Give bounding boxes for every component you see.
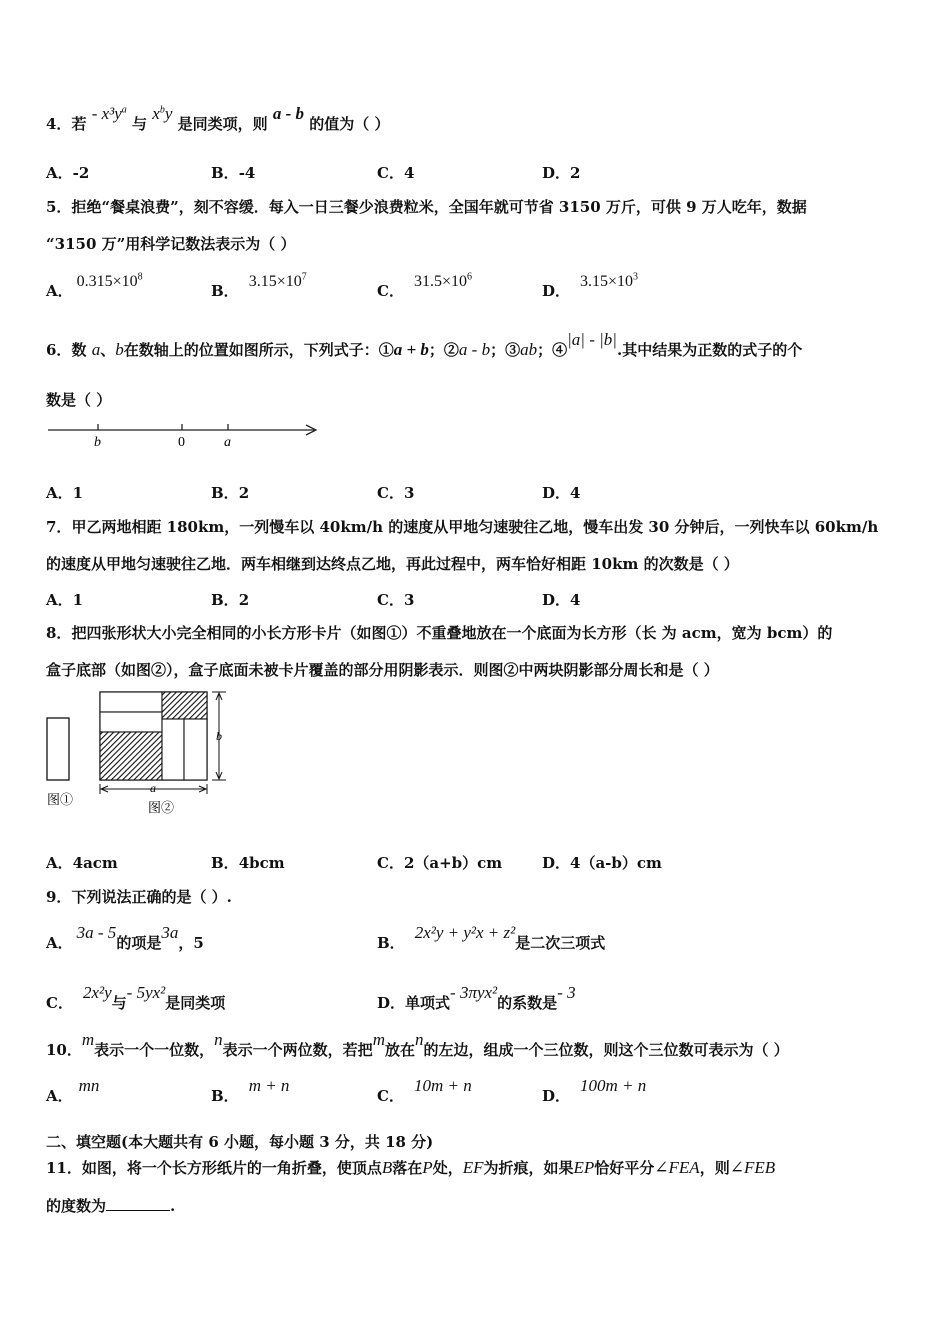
q10-option-b: B．m + n — [211, 1076, 290, 1105]
fig2-shade-top-right — [162, 692, 207, 719]
dim-b-label: b — [216, 729, 222, 743]
question-8-line1: 8．把四张形状大小完全相同的小长方形卡片（如图①）不重叠地放在一个底面为长方形（长 为 acm，宽为 bcm）的 — [46, 624, 833, 642]
q4-option-c: C．4 — [377, 164, 415, 182]
q9-option-a: A．3a - 5的项是3a，5 — [46, 923, 204, 952]
q5-option-c: C．$31.5\times 10^6$ — [377, 271, 472, 300]
question-8-line2: 盒子底部（如图②），盒子底面未被卡片覆盖的部分用阴影表示．则图②中两块阴影部分周长和是（ ） — [46, 661, 719, 679]
question-6-line2: 数是（ ） — [46, 391, 112, 409]
q4-option-a: A．-2 — [46, 164, 90, 182]
question-4-stem: 4．若 - $x^3y^a$ 与 $x^by$ 是同类项，则 a - b 的值为（ ） — [46, 104, 390, 133]
q9-option-b: B．2x²y + y²x + z²是二次三项式 — [377, 923, 606, 952]
axis-label-0: 0 — [178, 435, 185, 450]
q10-option-d: D．100m + n — [542, 1076, 647, 1105]
question-7-line2: 的速度从甲地匀速驶往乙地．两车相继到达终点乙地，再此过程中，两车恰好相距 10km 的次数是（ ） — [46, 555, 739, 573]
q5-option-d: D．$3.15\times 10^3$ — [542, 271, 639, 300]
q4-option-b: B．-4 — [211, 164, 256, 182]
q7-option-b: B．2 — [211, 591, 250, 609]
q10-option-c: C．10m + n — [377, 1076, 472, 1105]
section-2-title: 二、填空题(本大题共有 6 小题，每小题 3 分，共 18 分) — [46, 1133, 434, 1151]
q9-option-c: C．2x²y与- 5yx²是同类项 — [46, 983, 226, 1012]
question-6-line1: 6．数 a、b在数轴上的位置如图所示，下列式子：①a + b；②a - b；③ab；④|a| - |b|.其中结果为正数的式子的个 — [46, 330, 803, 359]
fig2-card-vert2 — [184, 719, 207, 780]
q10-option-a: A．mn — [46, 1076, 100, 1105]
fig1-card — [47, 718, 69, 780]
fig2-card-top1 — [100, 692, 162, 712]
q6-option-d: D．4 — [542, 484, 581, 502]
q6-option-b: B．2 — [211, 484, 250, 502]
question-9-stem: 9．下列说法正确的是（ ）. — [46, 888, 232, 906]
question-5-line2: “3150 万”用科学记数法表示为（ ） — [46, 235, 296, 253]
q5-option-a: A．$0.315\times 10^8$ — [46, 271, 143, 300]
q8-option-d: D．4（a-b）cm — [542, 854, 662, 872]
fig2-card-top2 — [100, 712, 162, 732]
q6-option-a: A．1 — [46, 484, 84, 502]
q6-option-c: C．3 — [377, 484, 415, 502]
q7-option-d: D．4 — [542, 591, 581, 609]
question-11-line1: 11．如图，将一个长方形纸片的一角折叠，使顶点B落在P处，EF为折痕，如果EP恰好平分∠FEA，则∠FEB — [46, 1158, 776, 1177]
q7-option-a: A．1 — [46, 591, 84, 609]
q5-option-b: B．$3.15\times 10^7$ — [211, 271, 307, 300]
q8-option-c: C．2（a+b）cm — [377, 854, 503, 872]
q9-option-d: D．单项式- 3πyx²的系数是- 3 — [377, 983, 576, 1012]
fig2-label: 图② — [148, 800, 175, 815]
q8-option-a: A．4acm — [46, 854, 118, 872]
axis-label-a: a — [224, 435, 231, 450]
dim-a-label: a — [150, 781, 156, 795]
q7-option-c: C．3 — [377, 591, 415, 609]
q4-expr3: a - b — [272, 104, 305, 123]
fig2-card-vert1 — [162, 719, 184, 780]
number-line-figure — [46, 418, 326, 452]
fig1-label: 图① — [47, 792, 74, 807]
question-7-line1: 7．甲乙两地相距 180km，一列慢车以 40km/h 的速度从甲地匀速驶往乙地，慢车出发 30 分钟后，一列快车以 60km/h — [46, 518, 879, 536]
q4-option-d: D．2 — [542, 164, 581, 182]
question-11-line2: 的度数为 . — [46, 1197, 176, 1215]
q4-expr2: $x^by$ — [152, 104, 173, 123]
fig2-shade-bottom-left — [100, 732, 162, 780]
question-10-stem: 10．m表示一个一位数，n表示一个两位数，若把m放在n的左边，组成一个三位数，则这个三位数可表示为（ ） — [46, 1030, 789, 1059]
axis-label-b: b — [94, 435, 101, 450]
card-box-figure — [44, 688, 244, 818]
question-5-line1: 5．拒绝“餐桌浪费”，刻不容缓．每入一日三餐少浪费粒米，全国年就可节省 3150 万斤，可供 9 万人吃年，数据 — [46, 198, 807, 216]
q4-expr1: - $x^3y^a$ — [91, 104, 127, 123]
answer-blank[interactable] — [106, 1196, 170, 1211]
q8-option-b: B．4bcm — [211, 854, 285, 872]
